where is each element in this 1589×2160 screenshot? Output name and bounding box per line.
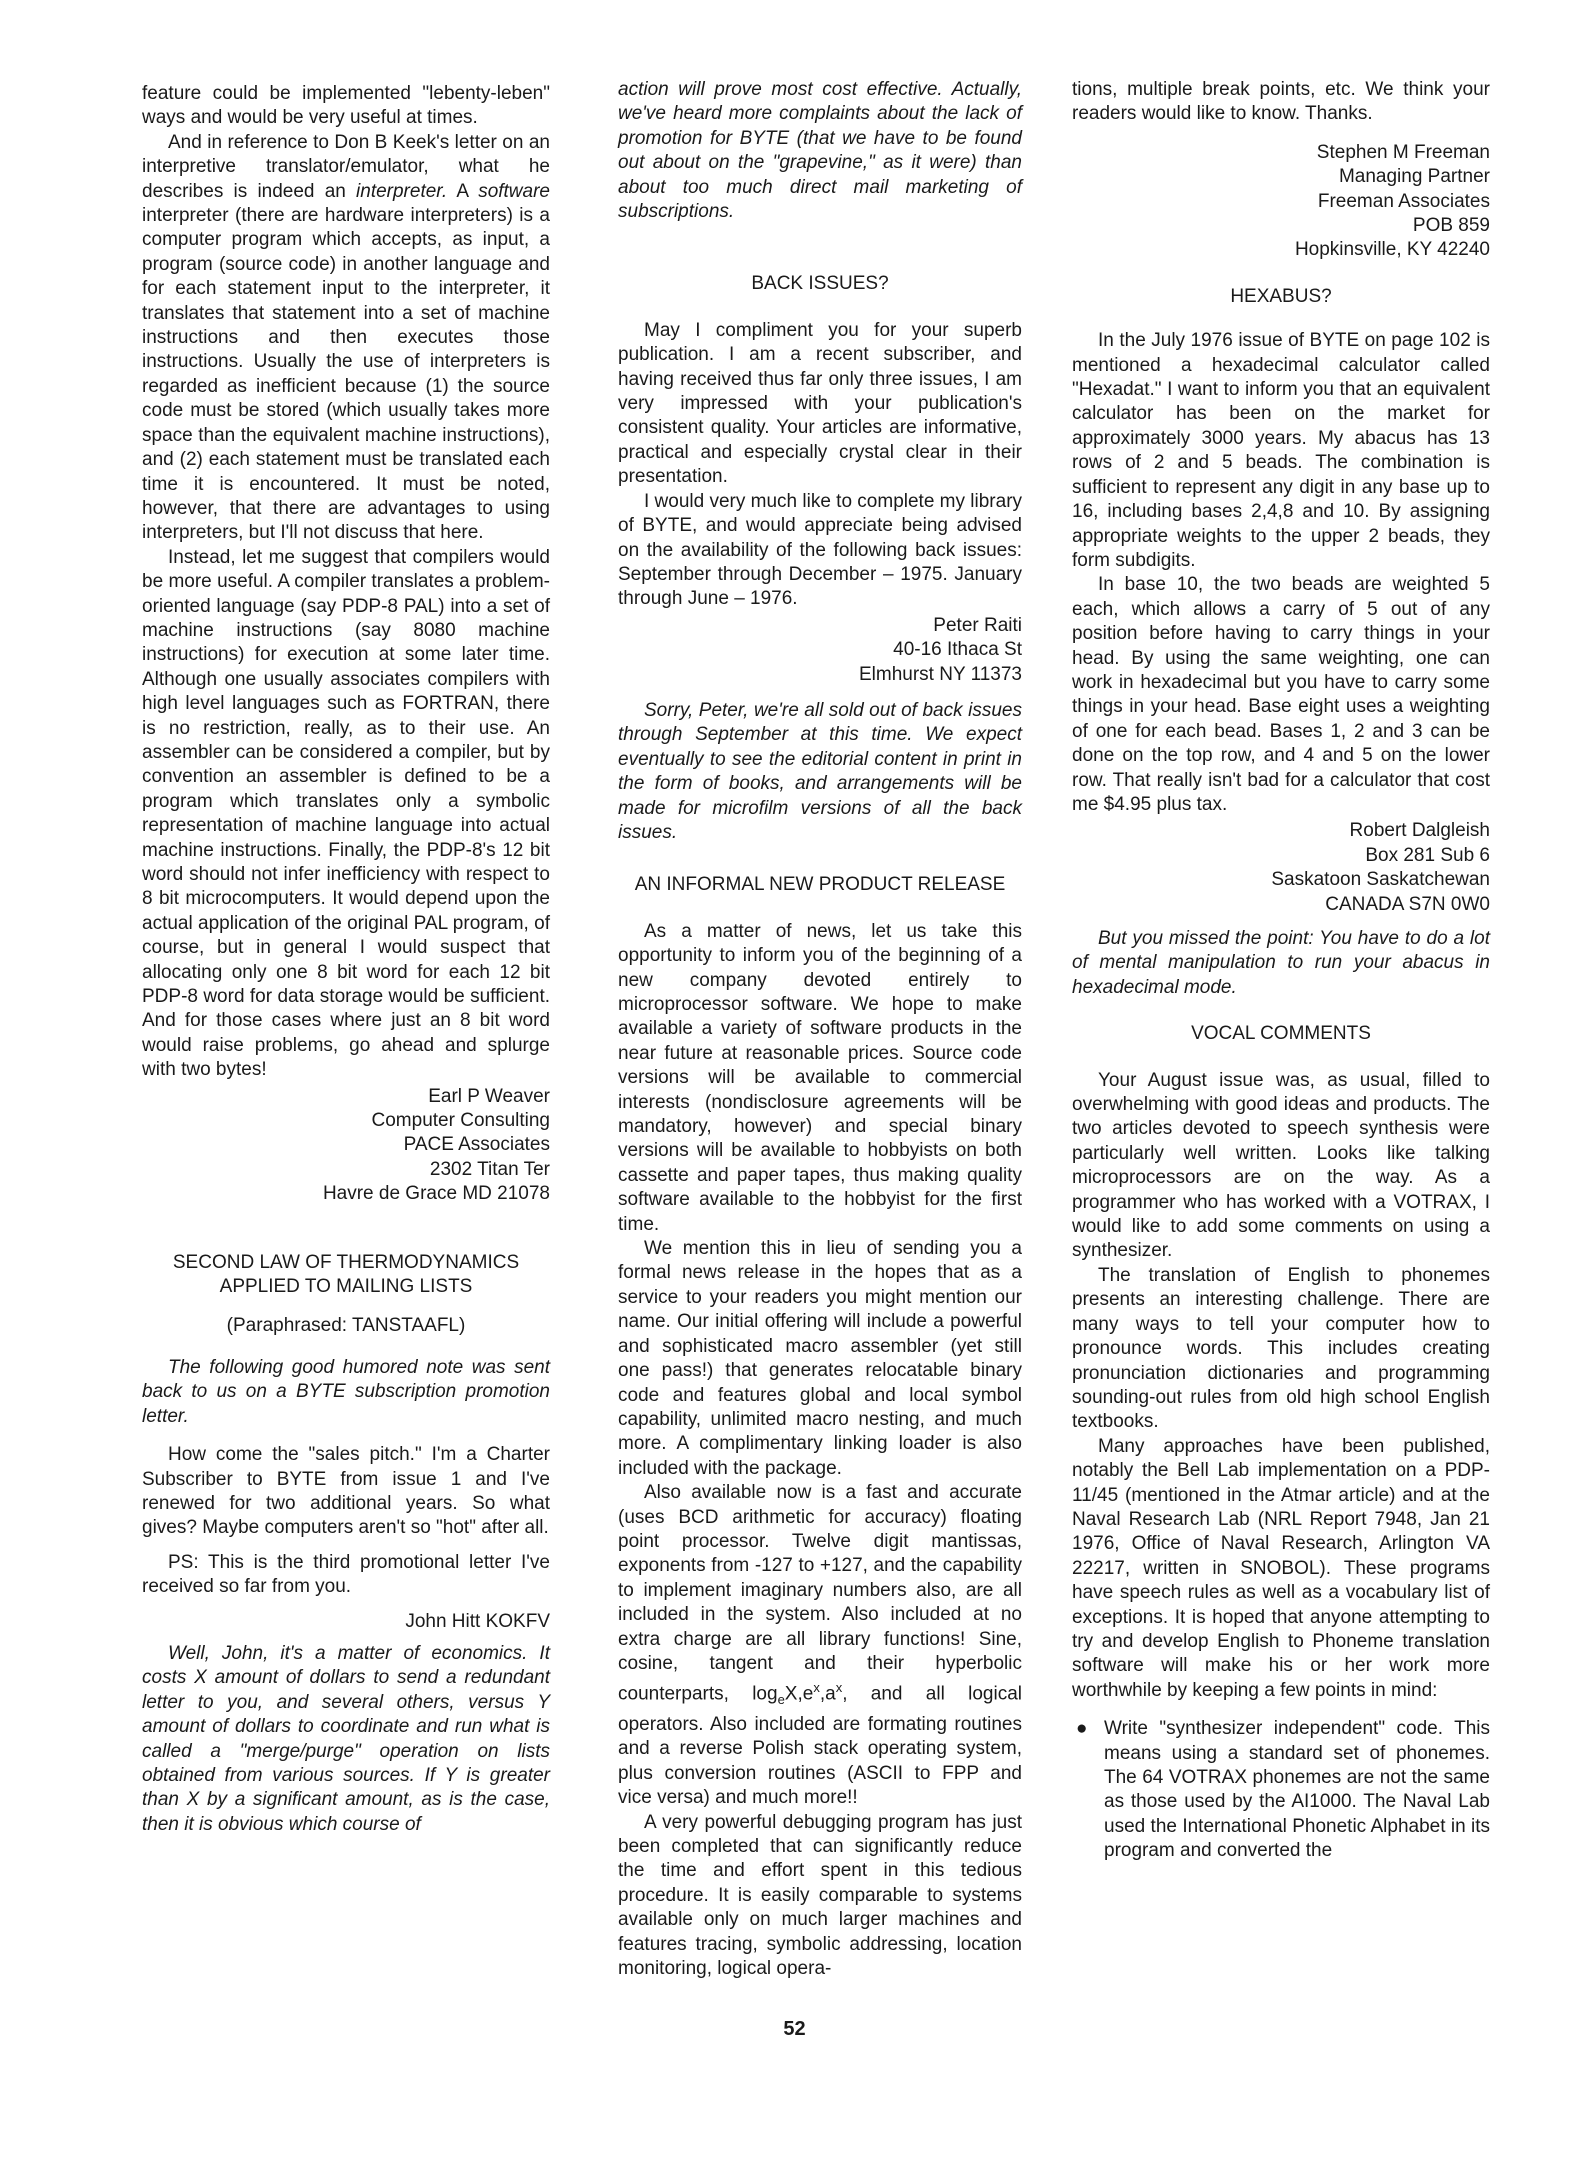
column-2 xyxy=(618,78,1022,1981)
paragraph: In the July 1976 issue of BYTE on page 102 is mentioned a hexadecimal calculator called "Hexadat." I want to inform you that an equivalent calculator has been on the market for approximately 3000 years. My abacus has 13 rows of 2 and 5 beads. The combination is sufficient to represent any digit in any base up to 16, including bases 2,4,8 and 10. By assigning appropriate weights to the upper 2 beads, they form subdigits. xyxy=(1072,330,1490,571)
section-heading: HEXABUS? xyxy=(1230,285,1332,307)
paragraph: feature could be implemented "lebenty-leben" ways and would be very useful at times. xyxy=(142,83,550,129)
section-heading: SECOND LAW OF THERMODYNAMICS APPLIED TO MAILING LISTS xyxy=(172,1251,520,1298)
column-1 xyxy=(142,82,550,1837)
editor-intro: The following good humored note was sent back to us on a BYTE subscription promotion letter. xyxy=(142,1356,550,1427)
section-heading: VOCAL COMMENTS xyxy=(1191,1023,1371,1045)
paragraph: In base 10, the two beads are weighted 5 each, which allows a carry of 5 out of any position before having to carry things in your head. By using the same weighting, one can work in hexadecimal but you have to carry some things in your head. Base eight uses a weighting of one for each bead. Bases 1, 2 and 3 can be done on the top row, and 4 and 5 on the lower row. That really isn't bad for a calculator that cost me $4.95 plus tax. xyxy=(1072,574,1490,815)
section-heading: BACK ISSUES? xyxy=(751,273,889,295)
paragraph: Your August issue was, as usual, filled to overwhelming with good ideas and products. The two articles devoted to speech synthesis were particularly well written. Looks like talking microprocessors are on the way. As a programmer who has worked with a VOTRAX, I would like to add some comments on using a synthesizer. xyxy=(1072,1069,1490,1262)
paragraph: We mention this in lieu of sending you a formal news release in the hopes that as a service to your readers you might mention our name. Our initial offering will include a powerful and sophisticated macro assembler (yet still one pass!) that generates relocatable binary code and features global and local symbol capability, unlimited macro nesting, and much more. A complimentary linking loader is also included with the package. xyxy=(618,1238,1022,1479)
paragraph: tions, multiple break points, etc. We think your readers would like to know. Thanks. xyxy=(1072,79,1490,125)
subheading: (Paraphrased: TANSTAAFL) xyxy=(226,1314,466,1336)
paragraph: How come the "sales pitch." I'm a Charter Subscriber to BYTE from issue 1 and I've renewed for two additional years. So what gives? Maybe computers aren't so "hot" after all. xyxy=(142,1444,550,1539)
paragraph: Instead, let me suggest that compilers would be more useful. A compiler translates a problem-oriented language (say PDP-8 PAL) into a set of machine instructions (say 8080 machine instructions) for execution at some later time. Although one usually associates compilers with high level languages such as FORTRAN, there is no restriction, really, as to their use. An assembler can be considered a compiler, but by convention an assembler is defined to be a program which translates only a symbolic representation of machine language into actual machine instructions. Finally, the PDP-8's 12 bit word should not infer inefficiency with respect to 8 bit microcomputers. It would depend upon the actual application of the original PAL program, of course, but in general I would suspect that allocating only one 8 bit word for each 12 bit PDP-8 word for data storage would be sufficient. And for those cases where just an 8 bit word would raise problems, go ahead and splurge with two bytes! xyxy=(142,546,550,1081)
page-number: 52 xyxy=(783,2018,806,2040)
paragraph: Also available now is a fast and accurate (uses BCD arithmetic for accuracy) floating point processor. Twelve digit mantissas, exponents from -127 to +127, and the capability to implement imaginary numbers also, are all included in the system. Also included at no extra charge are all library functions! Sine, cosine, tangent and their hyperbolic counterparts, $\log_eX,e^x,a^x$, and all logical operators. Also included are formating routines and a reverse Polish stack operating system, plus conversion routines (ASCII to FPP and vice versa) and much more!! xyxy=(618,1482,1022,1809)
signature-block: Peter Raiti 40-16 Ithaca St Elmhurst NY 11373 xyxy=(859,614,1022,685)
editor-reply-continued: action will prove most cost effective. Actually, we've heard more complaints about the lack of promotion for BYTE (that we have to be found out about on the "grapevine," as it were) than about too much direct mail marketing of subscriptions. xyxy=(618,79,1022,223)
editor-reply: Sorry, Peter, we're all sold out of back issues through September at this time. We expect eventually to see the editorial content in print in the form of books, and arrangements will be made for microfilm versions of all the back issues. xyxy=(618,699,1022,843)
bullet-item: ● Write "synthesizer independent" code. This means using a standard set of phonemes. The 64 VOTRAX phonemes are not the same as those used by the AI1000. The Naval Lab used the International Phonetic Alphabet in its program and converted the xyxy=(1072,1717,1490,1863)
signature-block: John Hitt KOKFV xyxy=(405,1610,550,1632)
bullet-icon: ● xyxy=(1076,1718,1088,1740)
column-3 xyxy=(1072,78,1490,1864)
section-heading: AN INFORMAL NEW PRODUCT RELEASE xyxy=(634,874,1006,896)
signature-block: Earl P Weaver Computer Consulting PACE Associates 2302 Titan Ter Havre de Grace MD 21078 xyxy=(322,1085,550,1205)
paragraph: I would very much like to complete my library of BYTE, and would appreciate being advised on the availability of the following back issues: September through December – 1975. January through June – 1976. xyxy=(618,490,1023,610)
paragraph: PS: This is the third promotional letter I've received so far from you. xyxy=(142,1551,550,1598)
editor-reply: Well, John, it's a matter of economics. It costs X amount of dollars to send a redundant letter to you, and several others, versus Y amount of dollars to coordinate and run what is called a "merge/purge" operation on lists obtained from various sources. If Y is greater than X by a significant amount, as is the case, then it is obvious which course of xyxy=(142,1642,550,1835)
paragraph: May I compliment you for your superb publication. I am a recent subscriber, and having received thus far only three issues, I am very impressed with your publication's consistent quality. Your articles are informative, practical and especially crystal clear in their presentation. xyxy=(618,319,1022,488)
paragraph: And in reference to Don B Keek's letter on an interpretive translator/emulator, what he describes is indeed an interpreter. A software interpreter (there are hardware interpreters) is a computer program which accepts, as input, a program (source code) in another language and for each statement input to the interpreter, it translates that statement into a set of machine instructions and then executes those instructions. Usually the use of interpreters is regarded as inefficient because (1) the source code must be stored (which usually takes more space than the equivalent machine instructions), and (2) each statement must be translated each time it is encountered. It must be noted, however, that there are advantages to using interpreters, but I'll not discuss that here. xyxy=(142,131,550,544)
paragraph: As a matter of news, let us take this opportunity to inform you of the beginning of a new company devoted entirely to microprocessor software. We hope to make available a variety of software products in the near future at reasonable prices. Source code versions will be available to commercial interests (nondisclosure agreements will be mandatory, however) and special binary versions will be available to hobbyists on both cassette and paper tapes, thus making quality software available to the hobbyist for the first time. xyxy=(618,920,1022,1235)
editor-reply: But you missed the point: You have to do a lot of mental manipulation to run your abacus in hexadecimal mode. xyxy=(1072,928,1490,998)
paragraph: Many approaches have been published, notably the Bell Lab implementation on a PDP-11/45 (mentioned in the Atmar article) and at the Naval Research Lab (NRL Report 7948, Jan 21 1976, Office of Naval Research, Arlington VA 22217, written in SNOBOL). These programs have speech rules as well as a vocabulary list of exceptions. It is hoped that anyone attempting to try and develop English to Phoneme translation software will make his or her work more worthwhile by keeping a few points in mind: xyxy=(1072,1435,1490,1701)
signature-block: Robert Dalgleish Box 281 Sub 6 Saskatoon Saskatchewan CANADA S7N 0W0 xyxy=(1271,820,1490,915)
signature-block: Stephen M Freeman Managing Partner Freeman Associates POB 859 Hopkinsville, KY 42240 xyxy=(1294,141,1490,261)
paragraph: The translation of English to phonemes presents an interesting challenge. There are many ways to tell your computer how to pronounce words. This includes creating pronunciation dictionaries and programming sounding-out rules from old high school English textbooks. xyxy=(1072,1264,1490,1433)
paragraph: A very powerful debugging program has just been completed that can significantly reduce the time and effort spent in this tedious procedure. It is easily comparable to systems available only on much larger machines and features tracing, symbolic addressing, location monitoring, logical opera- xyxy=(618,1811,1022,1979)
